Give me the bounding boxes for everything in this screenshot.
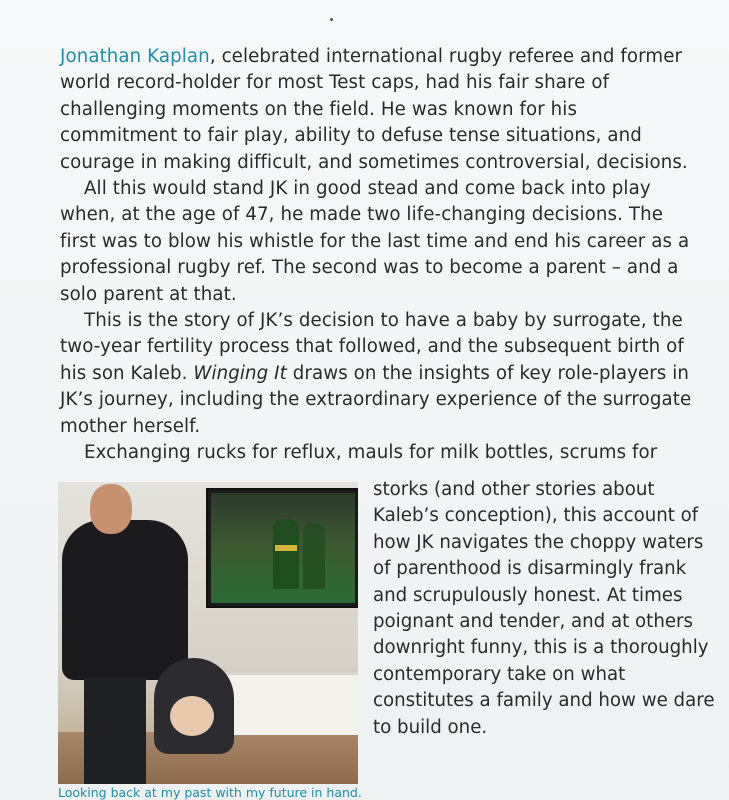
author-name: Jonathan Kaplan [60,46,210,67]
print-dot [330,18,333,21]
baby-figure [170,696,214,736]
paragraph-2: All this would stand JK in good stead and come back into play when, at the age of 47, he made two life-changing decisions. The first was to blow his whistle for the last time and end his career as a professional rugby ref. The second was to become a parent – and a solo parent at that. [60,178,690,305]
paragraph-4-start: Exchanging rucks for reflux, mauls for milk bottles, scrums for [84,442,658,464]
paragraph-3-text-a: This is the story of JK’s decision to have a baby by surrogate, the two-year fertility process that followed, and the subsequent birth of his son Kaleb. [60,310,684,384]
rugby-player-figure [273,519,299,589]
paragraph-1 [60,44,700,176]
paragraph-1-text: , celebrated international rugby referee and former world record-holder for most Test caps, had his fair share of challenging moments on the field. He was known for his commitment to fair play, ability to defuse tense situations, and courage in making difficult, and sometimes controversial, decisions. [60,46,688,173]
paragraph-3 [60,308,700,440]
blurb-text [60,44,700,467]
man-head [90,484,132,534]
paragraph-4-continued [373,451,718,741]
paragraph-4-rest: storks (and other stories about Kaleb’s conception), this account of how JK navigates the choppy waters of parenthood is disarmingly frank and scrupulously honest. At times poignant and tender, and at others downright funny, this is a thoroughly contemporary take on what constitutes a family and how we dare to build one. [373,479,715,738]
man-figure [62,520,188,680]
paragraph-3-text-b: draws on the insights of key role-players in JK’s journey, including the extraordinary experience of the surrogate mother herself. [60,362,692,437]
man-legs [84,678,146,784]
photo-jk-with-baby [58,482,358,784]
rugby-player-figure [303,523,325,589]
photo-caption: Looking back at my past with my future in hand. [58,785,362,800]
tv-screen-image [206,488,358,608]
book-title: Winging It [193,362,287,384]
